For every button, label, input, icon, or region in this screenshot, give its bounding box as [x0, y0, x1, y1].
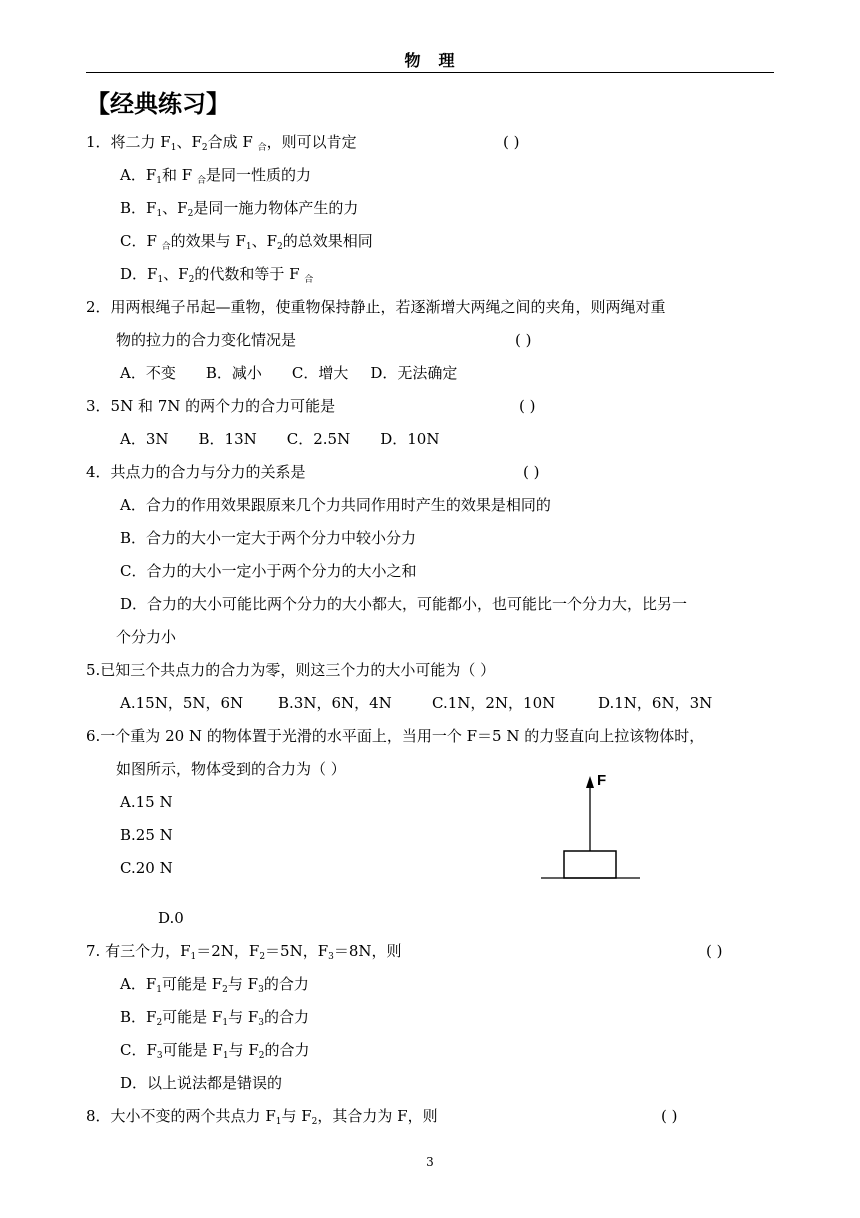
q5-option-d: D.1N，6N，3N — [598, 694, 713, 712]
q5-option-b: B.3N，6N，4N — [278, 694, 392, 712]
q5-stem: 5.已知三个共点力的合力为零，则这三个力的大小可能为（ ） — [86, 661, 496, 679]
q1-stem: 1．将二力 $F_1$、$F_2$合成 F $_合$，则可以肯定 — [86, 133, 357, 153]
q2-options — [120, 363, 457, 383]
header-divider — [86, 72, 774, 73]
q4-option-d-line-2: 个分力小 — [116, 628, 177, 646]
q4-option-d-line-1: D．合力的大小可能比两个分力的大小都大，可能都小，也可能比一个分力大，比另一 — [120, 595, 688, 613]
q2-option-c: C．增大 — [291, 364, 349, 382]
q3-option-d: D．10N — [380, 430, 440, 448]
q4-option-c: C．合力的大小一定小于两个分力的大小之和 — [120, 562, 417, 580]
q6-option-a: A.15 N — [120, 793, 173, 811]
q8-answer-bracket: ( ) — [661, 1107, 678, 1125]
q3-option-c: C．2.5N — [286, 430, 351, 448]
q1-answer-bracket: ( ) — [503, 133, 520, 151]
q2-option-b: B．减小 — [205, 364, 262, 382]
q7-stem: 7. 有三个力，$F_1=2N$，$F_2=5N$，$F_3=8N$，则 — [86, 942, 402, 962]
q1-option-c: C．F $_合$的效果与 $F_1$、$F_2$的总效果相同 — [120, 232, 373, 252]
section-title: 【经典练习】 — [86, 90, 230, 118]
q3-options — [120, 429, 439, 449]
q4-option-a: A．合力的作用效果跟原来几个力共同作用时产生的效果是相同的 — [120, 496, 551, 514]
block-object — [564, 851, 616, 878]
q2-stem-line-2: 物的拉力的合力变化情况是 — [116, 331, 297, 349]
q1-option-a: A．$F_1$和 F $_合$是同一性质的力 — [120, 166, 311, 186]
q6-option-b: B.25 N — [120, 826, 173, 844]
q3-option-b: B．13N — [198, 430, 257, 448]
q2-option-d: D．无法确定 — [370, 364, 458, 382]
q7-option-a: A．$F_1$可能是 $F_2$与 $F_3$的合力 — [120, 975, 309, 995]
q7-option-c: C．$F_3$可能是 $F_1$与 $F_2$的合力 — [120, 1041, 310, 1061]
q3-option-a: A．3N — [120, 430, 169, 448]
q1-option-d: D．$F_1$、$F_2$的代数和等于 F $_合$ — [120, 265, 314, 285]
q2-answer-bracket: ( ) — [515, 331, 532, 349]
q7-answer-bracket: ( ) — [706, 942, 723, 960]
q6-option-d: D.0 — [158, 909, 184, 927]
q8-stem: 8．大小不变的两个共点力 $F_1$与 $F_2$，其合力为 F，则 — [86, 1107, 438, 1127]
q4-option-b: B．合力的大小一定大于两个分力中较小分力 — [120, 529, 417, 547]
q4-answer-bracket: ( ) — [523, 463, 540, 481]
force-diagram — [536, 764, 646, 884]
q3-answer-bracket: ( ) — [519, 397, 536, 415]
q6-option-c: C.20 N — [120, 859, 173, 877]
q5-option-c: C.1N，2N，10N — [432, 694, 556, 712]
q4-stem: 4．共点力的合力与分力的关系是 — [86, 463, 306, 481]
page-number: 3 — [426, 1155, 434, 1169]
q2-stem-line-1: 2．用两根绳子吊起—重物，使重物保持静止，若逐渐增大两绳之间的夹角，则两绳对重 — [86, 298, 666, 316]
page-header-subject: 物 理 — [404, 51, 456, 70]
q6-stem-line-2: 如图所示，物体受到的合力为（ ） — [116, 760, 346, 778]
q5-option-a: A.15N，5N，6N — [120, 694, 244, 712]
q3-stem: 3．5N 和 7N 的两个力的合力可能是 — [86, 397, 336, 415]
q1-option-b: B．$F_1$、$F_2$是同一施力物体产生的力 — [120, 199, 359, 219]
q2-option-a: A．不变 — [120, 364, 176, 382]
force-label: F — [597, 772, 607, 789]
q6-stem-line-1: 6.一个重为 20 N 的物体置于光滑的水平面上，当用一个 F＝5 N 的力竖直向上拉该物体时， — [86, 727, 705, 745]
force-arrow-head — [586, 776, 594, 788]
q7-option-b: B．$F_2$可能是 $F_1$与 $F_3$的合力 — [120, 1008, 310, 1028]
q7-option-d: D．以上说法都是错误的 — [120, 1074, 283, 1092]
